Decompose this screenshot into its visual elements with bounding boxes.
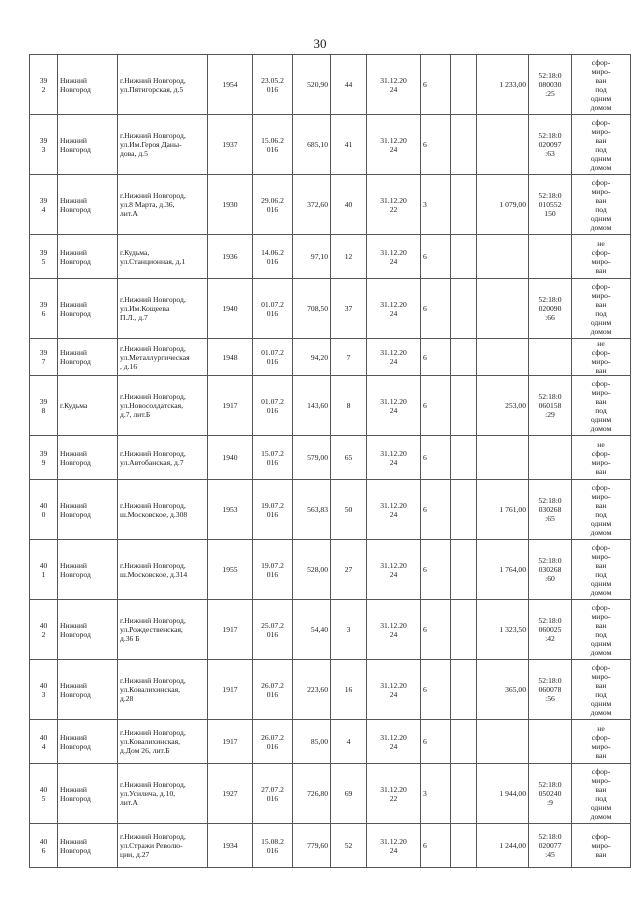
note-cell: сфор- миро- ван под одним домом <box>572 115 631 175</box>
locality-cell: Нижний Новгород <box>58 436 118 480</box>
amount-cell: 1 323,50 <box>477 600 529 660</box>
address-cell: г.Нижний Новгород, ул.Стражи Револю- ции, д.27 <box>118 824 208 868</box>
code-cell: 6 <box>421 824 451 868</box>
cadastral-number-cell: 52:18:0 060025 :42 <box>529 600 572 660</box>
amount-cell <box>477 235 529 279</box>
code-cell: 6 <box>421 279 451 339</box>
residents-cell: 3 <box>331 600 367 660</box>
cadastral-number-cell <box>529 720 572 764</box>
row-number: 39 5 <box>30 235 58 279</box>
cadastral-number-cell: 52:18:0 030268 :65 <box>529 480 572 540</box>
date-cell: 01.07.2 016 <box>253 339 293 376</box>
amount-cell: 1 079,00 <box>477 175 529 235</box>
table-row <box>30 540 631 600</box>
year-cell: 1954 <box>208 55 253 115</box>
code-cell: 6 <box>421 55 451 115</box>
amount-cell: 1 233,00 <box>477 55 529 115</box>
locality-cell: г.Кудьма <box>58 376 118 436</box>
date-cell: 01.07.2 016 <box>253 376 293 436</box>
address-cell: г.Нижний Новгород, ш.Московское, д.308 <box>118 480 208 540</box>
locality-cell: Нижний Новгород <box>58 540 118 600</box>
cadastral-number-cell <box>529 235 572 279</box>
row-number: 39 2 <box>30 55 58 115</box>
row-number: 39 4 <box>30 175 58 235</box>
row-number: 40 4 <box>30 720 58 764</box>
year-cell: 1948 <box>208 339 253 376</box>
residents-cell: 50 <box>331 480 367 540</box>
address-cell: г.Кудьма, ул.Станционная, д.1 <box>118 235 208 279</box>
amount-cell <box>477 436 529 480</box>
date-cell: 15.06.2 016 <box>253 115 293 175</box>
amount-cell <box>477 115 529 175</box>
date-cell: 27.07.2 016 <box>253 764 293 824</box>
note-cell: не сфор- миро- ван <box>572 339 631 376</box>
address-cell: г.Нижний Новгород, ул.Рождественская, д.36 Б <box>118 600 208 660</box>
page-number: 30 <box>313 36 327 51</box>
table-row <box>30 480 631 540</box>
date-cell: 15.08.2 016 <box>253 824 293 868</box>
code-cell: 6 <box>421 376 451 436</box>
row-number: 40 0 <box>30 480 58 540</box>
date-cell: 26.07.2 016 <box>253 720 293 764</box>
code-cell: 6 <box>421 339 451 376</box>
address-cell: г.Нижний Новгород, ул.Ковалихинская, д.28 <box>118 660 208 720</box>
row-number: 39 3 <box>30 115 58 175</box>
amount-cell <box>477 339 529 376</box>
blank-cell <box>451 660 477 720</box>
code-cell: 6 <box>421 720 451 764</box>
note-cell: сфор- миро- ван под одним домом <box>572 279 631 339</box>
year-cell: 1934 <box>208 824 253 868</box>
year-cell: 1940 <box>208 279 253 339</box>
code-cell: 3 <box>421 764 451 824</box>
date-cell: 15.07.2 016 <box>253 436 293 480</box>
residents-cell: 69 <box>331 764 367 824</box>
housing-registry-table <box>29 54 631 868</box>
blank-cell <box>451 600 477 660</box>
cadastral-number-cell: 52:18:0 020090 :66 <box>529 279 572 339</box>
year-cell: 1937 <box>208 115 253 175</box>
area-cell: 54,40 <box>293 600 331 660</box>
area-cell: 97,10 <box>293 235 331 279</box>
address-cell: г.Нижний Новгород, ул.Усилича, д.10, лит.А <box>118 764 208 824</box>
residents-cell: 4 <box>331 720 367 764</box>
area-cell: 685,10 <box>293 115 331 175</box>
table-row <box>30 824 631 868</box>
area-cell: 143,60 <box>293 376 331 436</box>
address-cell: г.Нижний Новгород, ш.Московское, д.314 <box>118 540 208 600</box>
term-date-cell: 31.12.20 24 <box>367 600 421 660</box>
note-cell: не сфор- миро- ван <box>572 436 631 480</box>
locality-cell: Нижний Новгород <box>58 480 118 540</box>
blank-cell <box>451 115 477 175</box>
note-cell: сфор- миро- ван под одним домом <box>572 376 631 436</box>
note-cell: сфор- миро- ван под одним домом <box>572 660 631 720</box>
date-cell: 14.06.2 016 <box>253 235 293 279</box>
blank-cell <box>451 279 477 339</box>
amount-cell <box>477 720 529 764</box>
row-number: 40 6 <box>30 824 58 868</box>
blank-cell <box>451 540 477 600</box>
residents-cell: 27 <box>331 540 367 600</box>
address-cell: г.Нижний Новгород, ул.Им.Героя Даны- дова, д.5 <box>118 115 208 175</box>
term-date-cell: 31.12.20 24 <box>367 376 421 436</box>
year-cell: 1955 <box>208 540 253 600</box>
residents-cell: 8 <box>331 376 367 436</box>
year-cell: 1930 <box>208 175 253 235</box>
amount-cell <box>477 279 529 339</box>
blank-cell <box>451 824 477 868</box>
blank-cell <box>451 339 477 376</box>
locality-cell: Нижний Новгород <box>58 175 118 235</box>
table-row <box>30 235 631 279</box>
row-number: 39 8 <box>30 376 58 436</box>
table-row <box>30 376 631 436</box>
code-cell: 6 <box>421 600 451 660</box>
cadastral-number-cell: 52:18:0 080030 :25 <box>529 55 572 115</box>
year-cell: 1917 <box>208 600 253 660</box>
term-date-cell: 31.12.20 24 <box>367 824 421 868</box>
row-number: 39 9 <box>30 436 58 480</box>
area-cell: 372,60 <box>293 175 331 235</box>
row-number: 40 2 <box>30 600 58 660</box>
note-cell: не сфор- миро- ван <box>572 720 631 764</box>
address-cell: г.Нижний Новгород, ул.Новосолдатская, д.7, лит.Б <box>118 376 208 436</box>
blank-cell <box>451 376 477 436</box>
area-cell: 85,00 <box>293 720 331 764</box>
code-cell: 3 <box>421 175 451 235</box>
amount-cell: 1 761,00 <box>477 480 529 540</box>
blank-cell <box>451 764 477 824</box>
date-cell: 29.06.2 016 <box>253 175 293 235</box>
locality-cell: Нижний Новгород <box>58 235 118 279</box>
cadastral-number-cell: 52:18:0 030268 :60 <box>529 540 572 600</box>
amount-cell: 253,00 <box>477 376 529 436</box>
area-cell: 579,00 <box>293 436 331 480</box>
code-cell: 6 <box>421 115 451 175</box>
cadastral-number-cell <box>529 339 572 376</box>
table-row <box>30 175 631 235</box>
year-cell: 1936 <box>208 235 253 279</box>
code-cell: 6 <box>421 660 451 720</box>
note-cell: сфор- миро- ван под одним домом <box>572 540 631 600</box>
locality-cell: Нижний Новгород <box>58 600 118 660</box>
note-cell: сфор- миро- ван под одним домом <box>572 480 631 540</box>
note-cell: сфор- миро- ван под одним домом <box>572 764 631 824</box>
area-cell: 223,60 <box>293 660 331 720</box>
blank-cell <box>451 436 477 480</box>
date-cell: 01.07.2 016 <box>253 279 293 339</box>
term-date-cell: 31.12.20 22 <box>367 175 421 235</box>
address-cell: г.Нижний Новгород, ул.Пятигорская, д.5 <box>118 55 208 115</box>
code-cell: 6 <box>421 480 451 540</box>
code-cell: 6 <box>421 436 451 480</box>
amount-cell: 365,00 <box>477 660 529 720</box>
note-cell: не сфор- миро- ван <box>572 235 631 279</box>
area-cell: 520,90 <box>293 55 331 115</box>
amount-cell: 1 244,00 <box>477 824 529 868</box>
locality-cell: Нижний Новгород <box>58 720 118 764</box>
row-number: 39 6 <box>30 279 58 339</box>
year-cell: 1917 <box>208 660 253 720</box>
residents-cell: 44 <box>331 55 367 115</box>
table-row <box>30 55 631 115</box>
residents-cell: 65 <box>331 436 367 480</box>
residents-cell: 7 <box>331 339 367 376</box>
cadastral-number-cell: 52:18:0 050240 :9 <box>529 764 572 824</box>
locality-cell: Нижний Новгород <box>58 55 118 115</box>
term-date-cell: 31.12.20 22 <box>367 764 421 824</box>
table-row <box>30 660 631 720</box>
blank-cell <box>451 480 477 540</box>
residents-cell: 12 <box>331 235 367 279</box>
row-number: 40 5 <box>30 764 58 824</box>
blank-cell <box>451 55 477 115</box>
blank-cell <box>451 235 477 279</box>
date-cell: 25.07.2 016 <box>253 600 293 660</box>
term-date-cell: 31.12.20 24 <box>367 720 421 764</box>
area-cell: 726,80 <box>293 764 331 824</box>
note-cell: сфор- миро- ван под одним домом <box>572 600 631 660</box>
table-row <box>30 436 631 480</box>
term-date-cell: 31.12.20 24 <box>367 480 421 540</box>
area-cell: 779,60 <box>293 824 331 868</box>
row-number: 39 7 <box>30 339 58 376</box>
address-cell: г.Нижний Новгород, ул.Им.Кощеева П.Л., д.7 <box>118 279 208 339</box>
residents-cell: 37 <box>331 279 367 339</box>
term-date-cell: 31.12.20 24 <box>367 115 421 175</box>
address-cell: г.Нижний Новгород, ул.Металлургическая , д.16 <box>118 339 208 376</box>
cadastral-number-cell: 52:18:0 010552 150 <box>529 175 572 235</box>
amount-cell: 1 764,00 <box>477 540 529 600</box>
locality-cell: Нижний Новгород <box>58 279 118 339</box>
table-row <box>30 720 631 764</box>
term-date-cell: 31.12.20 24 <box>367 436 421 480</box>
note-cell: сфор- миро- ван под одним домом <box>572 175 631 235</box>
area-cell: 94,20 <box>293 339 331 376</box>
residents-cell: 52 <box>331 824 367 868</box>
term-date-cell: 31.12.20 24 <box>367 55 421 115</box>
cadastral-number-cell <box>529 436 572 480</box>
cadastral-number-cell: 52:18:0 020097 :63 <box>529 115 572 175</box>
table-row <box>30 764 631 824</box>
cadastral-number-cell: 52:18:0 020077 :45 <box>529 824 572 868</box>
term-date-cell: 31.12.20 24 <box>367 279 421 339</box>
address-cell: г.Нижний Новгород, ул.Автобанская, д.7 <box>118 436 208 480</box>
residents-cell: 16 <box>331 660 367 720</box>
year-cell: 1940 <box>208 436 253 480</box>
term-date-cell: 31.12.20 24 <box>367 339 421 376</box>
area-cell: 708,50 <box>293 279 331 339</box>
locality-cell: Нижний Новгород <box>58 339 118 376</box>
locality-cell: Нижний Новгород <box>58 764 118 824</box>
address-cell: г.Нижний Новгород, ул.8 Марта, д.36, лит.А <box>118 175 208 235</box>
year-cell: 1917 <box>208 720 253 764</box>
area-cell: 563,83 <box>293 480 331 540</box>
cadastral-number-cell: 52:18:0 060158 :29 <box>529 376 572 436</box>
year-cell: 1917 <box>208 376 253 436</box>
address-cell: г.Нижний Новгород, ул.Ковалихинская, д.Дом 26, лит.Б <box>118 720 208 764</box>
locality-cell: Нижний Новгород <box>58 824 118 868</box>
area-cell: 528,00 <box>293 540 331 600</box>
code-cell: 6 <box>421 235 451 279</box>
row-number: 40 1 <box>30 540 58 600</box>
blank-cell <box>451 720 477 764</box>
row-number: 40 3 <box>30 660 58 720</box>
table-row <box>30 600 631 660</box>
year-cell: 1953 <box>208 480 253 540</box>
date-cell: 23.05.2 016 <box>253 55 293 115</box>
code-cell: 6 <box>421 540 451 600</box>
term-date-cell: 31.12.20 24 <box>367 660 421 720</box>
locality-cell: Нижний Новгород <box>58 115 118 175</box>
residents-cell: 41 <box>331 115 367 175</box>
residents-cell: 40 <box>331 175 367 235</box>
table-row <box>30 279 631 339</box>
locality-cell: Нижний Новгород <box>58 660 118 720</box>
table-row <box>30 339 631 376</box>
term-date-cell: 31.12.20 24 <box>367 235 421 279</box>
blank-cell <box>451 175 477 235</box>
date-cell: 26.07.2 016 <box>253 660 293 720</box>
amount-cell: 1 944,00 <box>477 764 529 824</box>
note-cell: сфор- миро- ван <box>572 824 631 868</box>
table-row <box>30 115 631 175</box>
note-cell: сфор- миро- ван под одним домом <box>572 55 631 115</box>
date-cell: 19.07.2 016 <box>253 480 293 540</box>
year-cell: 1927 <box>208 764 253 824</box>
term-date-cell: 31.12.20 24 <box>367 540 421 600</box>
date-cell: 19.07.2 016 <box>253 540 293 600</box>
cadastral-number-cell: 52:18:0 060078 :56 <box>529 660 572 720</box>
